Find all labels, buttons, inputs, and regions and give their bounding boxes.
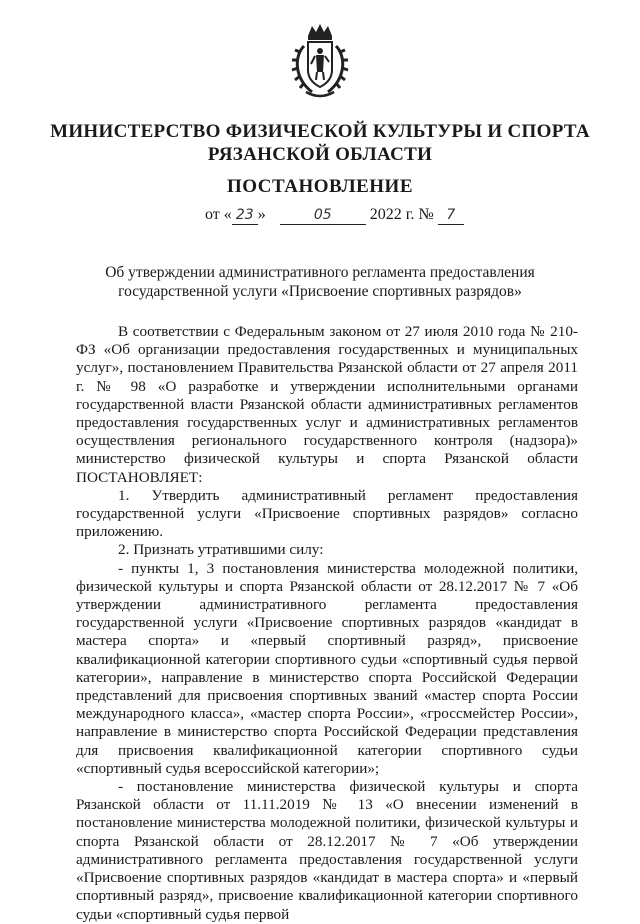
date-month-value: 05 [313,207,332,223]
preamble-paragraph: В соответствии с Федеральным законом от 27 июля 2010 года № 210-ФЗ «Об организации предоставления государственных и муниципальных услуг», постановлением Правительства Рязанской области от 27 апреля 2011 г. № 98 «О разработке и утверждении исполнительными органами государственной власти Рязанской области административных регламентов предоставления государственных услуг и административных регламентов осуществления регионального государственного контроля (надзора)» министерство физической культуры и спорта Рязанской области ПОСТАНОВЛЯЕТ: [76,323,578,486]
date-year-number-label: 2022 г. № [369,206,434,223]
subject-line1: Об утверждении административного регламента предоставления [105,264,535,281]
date-number-line [205,206,464,225]
item-2-paragraph: 2. Признать утратившими силу: [118,541,324,559]
date-prefix: от « [205,206,232,223]
bullet-1-paragraph: - пункты 1, 3 постановления министерства молодежной политики, физической культуры и спорта Рязанской области от 28.12.2017 № 7 «Об утверждении административного регламента предоставления государственной услуги «Присвоение спортивных разрядов «кандидат в мастера спорта» и «первый спортивный разряд», присвоение квалификационной категории спортивного судьи «спортивный судья первой категории», направление в министерство спорта Российской Федерации представлений для присвоения спортивных званий «мастер спорта России международного класса», «мастер спорта России», «гроссмейстер России», направление в министерство спорта Российской Федерации представления для присвоения квалификационной категории спортивного судьи «спортивный судья всероссийской категории»; [76,559,578,777]
date-day-value: 23 [235,207,254,223]
ministry-name-line2: РЯЗАНСКОЙ ОБЛАСТИ [207,144,433,165]
coat-of-arms-icon [290,22,350,100]
date-day-field [232,206,258,225]
document-subject [0,263,640,301]
date-month-field [280,206,366,225]
document-type-title: ПОСТАНОВЛЕНИЕ [226,176,414,197]
document-number-field [438,206,464,225]
document-body [76,323,578,924]
ministry-name-line1: МИНИСТЕРСТВО ФИЗИЧЕСКОЙ КУЛЬТУРЫ И СПОРТА [50,121,590,142]
date-day-close: » [257,206,266,223]
subject-line2: государственной услуги «Присвоение спортивных разрядов» [118,283,522,300]
document-number-value: 7 [446,207,456,223]
item-1-paragraph: 1. Утвердить административный регламент предоставления государственной услуги «Присвоение спортивных разрядов» согласно приложению. [76,486,578,541]
bullet-2-paragraph: - постановление министерства физической культуры и спорта Рязанской области от 11.11.2019 № 13 «О внесении изменений в постановление министерства молодежной политики, физической культуры и спорта Рязанской области от 28.12.2017 № 7 «Об утверждении административного регламента предоставления государственной услуги «Присвоение спортивных разрядов «кандидат в мастера спорта» и «первый спортивный разряд», присвоение квалификационной категории спортивного судьи «спортивный судья первой [76,778,578,923]
